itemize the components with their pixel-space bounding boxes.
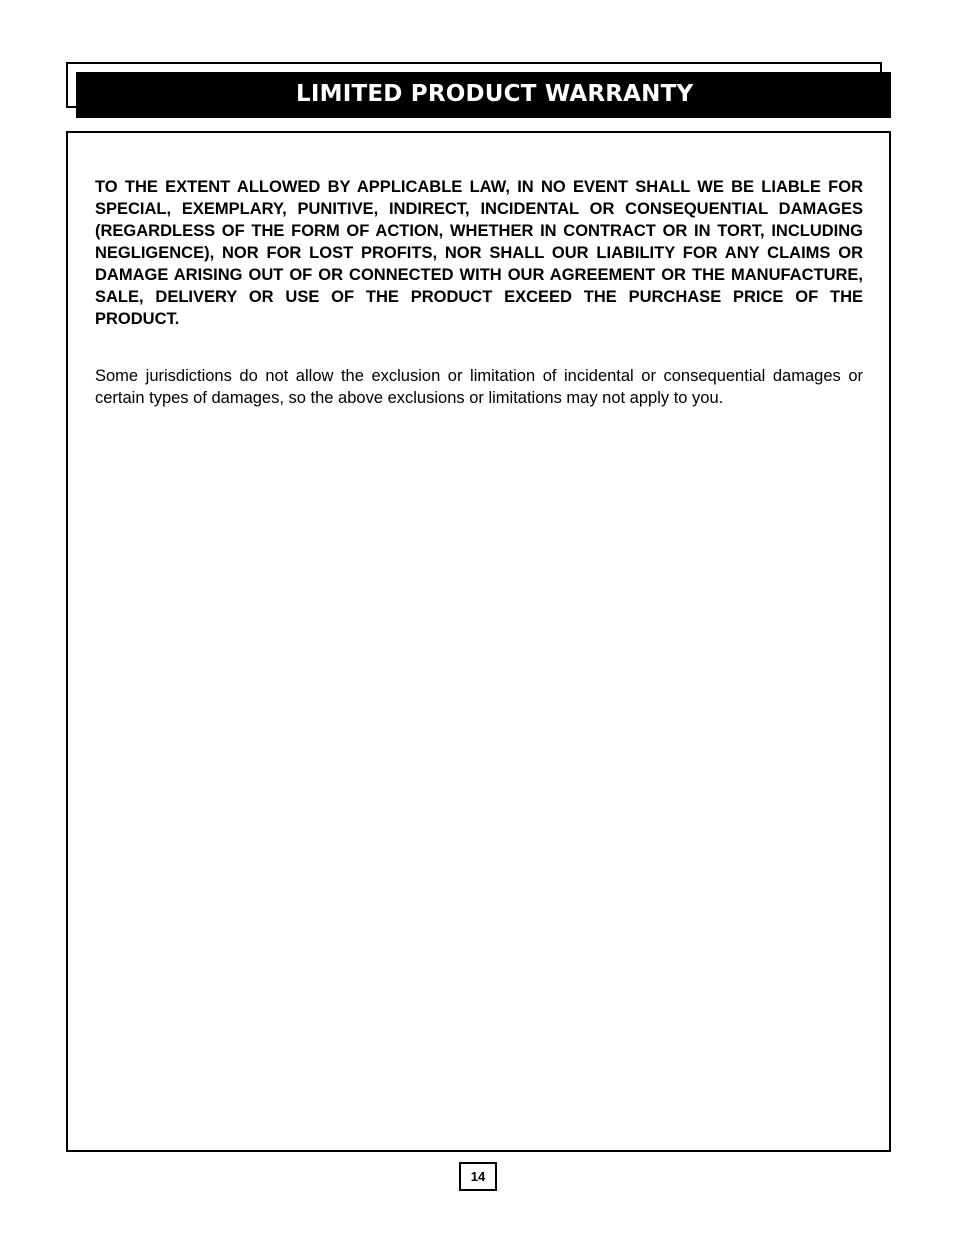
page-number: 14: [459, 1162, 497, 1191]
liability-disclaimer: TO THE EXTENT ALLOWED BY APPLICABLE LAW, IN NO EVENT SHALL WE BE LIABLE FOR SPECIAL, EXEMPLARY, PUNITIVE, INDIRECT, INCIDENTAL OR CONSEQUENTIAL DAMAGES (REGARDLESS OF THE FORM OF ACTION, WHETHER IN CONTRACT OR IN TORT, INCLUDING NEGLIGENCE), NOR FOR LOST PROFITS, NOR SHALL OUR LIABILITY FOR ANY CLAIMS OR DAMAGE ARISING OUT OF OR CONNECTED WITH OUR AGREEMENT OR THE MANUFACTURE, SALE, DELIVERY OR USE OF THE PRODUCT EXCEED THE PURCHASE PRICE OF THE PRODUCT.: [95, 178, 863, 328]
page-title: LIMITED PRODUCT WARRANTY: [296, 81, 694, 107]
jurisdiction-note: Some jurisdictions do not allow the exclusion or limitation of incidental or consequential damages or certain types of damages, so the above exclusions or limitations may not apply to you.: [95, 367, 863, 407]
header-bar: [76, 72, 891, 118]
content-box: [66, 131, 891, 1152]
